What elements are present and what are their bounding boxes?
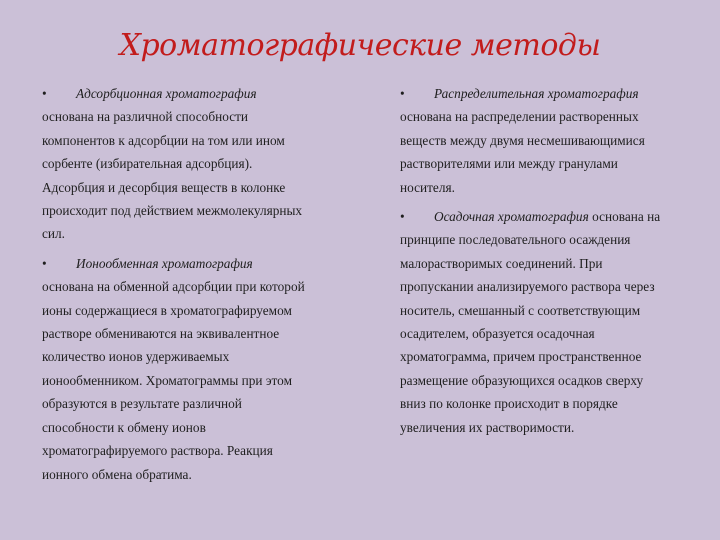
partition-line: растворителями или между гранулами — [400, 156, 618, 172]
bullet-icon: • — [42, 86, 47, 101]
ion-exchange-line: растворе обмениваются на эквивалентное — [42, 326, 280, 342]
adsorption-line: основана на различной способности — [42, 109, 249, 125]
bullet-icon: • — [42, 255, 47, 271]
precipitation-heading: Осадочная хроматография — [434, 209, 589, 225]
adsorption-line: Адсорбция и десорбция веществ в колонке — [42, 179, 286, 195]
adsorption-line: сорбенте (избирательная адсорбция). — [42, 156, 253, 172]
partition-line: основана на распределении растворенных — [400, 109, 639, 125]
ion-exchange-line: хроматографируемого раствора. Реакция — [42, 443, 273, 459]
partition-line: носителя. — [400, 179, 455, 195]
partition-heading-line — [400, 82, 700, 105]
ion-exchange-heading: Ионообменная хроматография — [76, 255, 253, 271]
precipitation-line: хроматограмма, причем пространственное — [400, 349, 642, 365]
partition-heading: Распределительная хроматография — [434, 86, 639, 101]
bullet-icon: • — [400, 86, 405, 101]
right-column — [400, 82, 700, 439]
slide-title: Хроматографические методы — [119, 28, 601, 63]
precipitation-heading-line — [400, 205, 700, 228]
precipitation-line: осадителем, образуется осадочная — [400, 326, 595, 342]
partition-line: веществ между двумя несмешивающимися — [400, 132, 645, 148]
adsorption-line: происходит под действием межмолекулярных — [42, 203, 303, 219]
adsorption-heading: Адсорбционная хроматография — [76, 86, 257, 101]
adsorption-line: компонентов к адсорбции на том или ином — [42, 132, 285, 148]
ion-exchange-heading-line — [42, 252, 362, 275]
precipitation-heading-tail: основана на — [588, 209, 661, 225]
ion-exchange-line: образуются в результате различной — [42, 396, 242, 412]
precipitation-line: размещение образующихся осадков сверху — [400, 372, 644, 388]
precipitation-line: увеличения их растворимости. — [400, 419, 575, 435]
ion-exchange-line: ионообменником. Хроматограммы при этом — [42, 372, 292, 388]
ion-exchange-line: способности к обмену ионов — [42, 419, 206, 435]
ion-exchange-line: ионного обмена обратима. — [42, 466, 192, 482]
bullet-icon: • — [400, 209, 405, 225]
precipitation-line: пропускании анализируемого раствора через — [400, 279, 655, 295]
ion-exchange-line: ионы содержащиеся в хроматографируемом — [42, 302, 292, 318]
precipitation-line: вниз по колонке происходит в порядке — [400, 396, 618, 412]
ion-exchange-line: основана на обменной адсорбции при которой — [42, 279, 305, 295]
adsorption-line: сил. — [42, 226, 65, 242]
precipitation-line: принципе последовательного осаждения — [400, 232, 631, 248]
adsorption-heading-line — [42, 82, 362, 105]
ion-exchange-line: количество ионов удерживаемых — [42, 349, 230, 365]
precipitation-line: носитель, смешанный с соответствующим — [400, 302, 641, 318]
left-column — [42, 82, 362, 486]
precipitation-line: малорастворимых соединений. При — [400, 255, 603, 271]
